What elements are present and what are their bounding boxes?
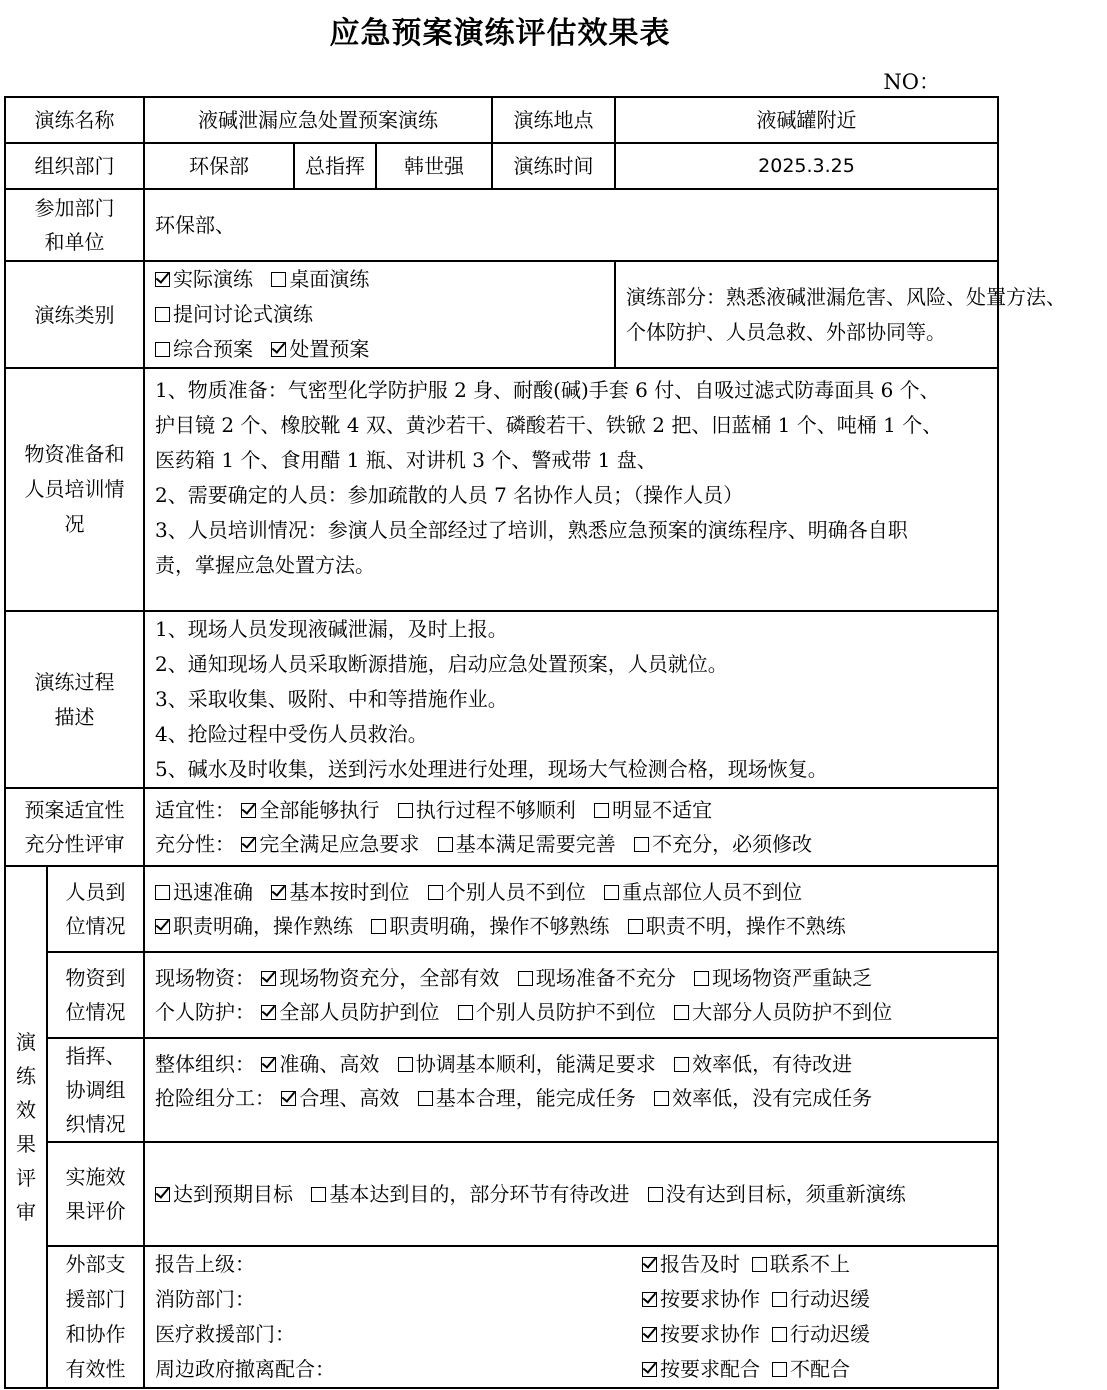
onsite-supplies-checkbox-0[interactable] [261,971,276,986]
external-1-checkbox-0[interactable] [642,1292,657,1307]
adequacy-option-2: 不充分，必须修改 [652,832,813,856]
drill-part-line1: 演练部分：熟悉液碱泄漏危害、风险、处置方法、 [626,284,1067,309]
process-content [144,611,998,788]
suitability-prefix: 适宜性： [155,798,235,822]
duty-checkbox-1[interactable] [371,919,386,934]
adequacy-option-1: 基本满足需要完善 [455,832,616,856]
implementation-option-0: 达到预期目标 [173,1181,293,1206]
protection-option-0: 全部人员防护到位 [279,1000,440,1024]
onsite-supplies-option-2: 现场物资严重缺乏 [712,966,873,990]
external-row-1 [155,1282,987,1317]
external-3-option-0: 按要求配合 [660,1357,761,1381]
adequacy-prefix: 充分性： [155,832,235,856]
drill-part-description [615,261,1067,368]
effect-label-char-5: 审 [16,1200,36,1224]
row-drill-type [5,261,998,368]
external-2-option-0: 按要求协作 [660,1322,761,1346]
effect-label-char-4: 评 [16,1166,36,1190]
drill-type-checkbox-2[interactable] [155,307,170,322]
rescue-team-checkbox-1[interactable] [418,1091,433,1106]
personnel-checkbox-3[interactable] [604,885,619,900]
suitability-option-2: 明显不适宜 [612,798,713,822]
supplies-content [144,952,998,1038]
participants-label-line1: 参加部门 [34,196,115,220]
overall-org-checkbox-2[interactable] [674,1057,689,1072]
implementation-checkbox-1[interactable] [311,1187,326,1202]
protection-option-1: 个别人员防护不到位 [475,1000,656,1024]
command-label [47,1038,144,1142]
personnel-checkbox-1[interactable] [271,885,286,900]
onsite-supplies-prefix: 现场物资： [155,966,255,990]
drill-type-option-2: 提问讨论式演练 [173,302,313,326]
participants-value: 环保部、 [144,189,998,261]
drill-time-value: 2025.3.25 [615,143,998,189]
process-label-line1: 演练过程 [34,669,115,694]
materials-line-1: 1、物质准备：气密型化学防护服 2 身、耐酸(碱)手套 6 付、自吸过滤式防毒面具 6 个、 [155,378,940,402]
row-organizer [5,143,998,189]
materials-label-line3: 况 [64,512,85,536]
external-1-option-1: 行动迟缓 [790,1287,871,1311]
evaluation-form-table [4,96,1067,1389]
suitability-label-line2: 充分性评审 [24,832,125,856]
suitability-checkbox-1[interactable] [398,803,413,818]
external-label-line2: 援部门 [65,1287,126,1311]
org-dept-label: 组织部门 [5,143,144,189]
adequacy-option-0: 完全满足应急要求 [259,832,420,856]
external-name-1: 消防部门： [155,1287,255,1311]
external-2-checkbox-0[interactable] [642,1327,657,1342]
external-label-line3: 和协作 [65,1322,126,1346]
implementation-label-line2: 果评价 [65,1199,126,1223]
command-content [144,1038,998,1142]
implementation-label [47,1142,144,1246]
external-1-checkbox-1[interactable] [772,1292,787,1307]
external-name-3: 周边政府撤离配合： [155,1357,335,1381]
process-label-line2: 描述 [54,704,95,729]
personnel-option-0: 迅速准确 [173,880,253,904]
rescue-team-checkbox-0[interactable] [281,1091,296,1106]
protection-checkbox-2[interactable] [674,1005,689,1020]
implementation-content [144,1142,998,1246]
suitability-label [5,788,144,866]
external-3-checkbox-1[interactable] [772,1362,787,1377]
personnel-option-3: 重点部位人员不到位 [622,880,803,904]
external-2-checkbox-1[interactable] [772,1327,787,1342]
onsite-supplies-option-0: 现场物资充分，全部有效 [279,966,500,990]
external-label-line1: 外部支 [65,1252,126,1276]
process-label [5,611,144,788]
row-personnel [5,866,998,952]
external-2-option-1: 行动迟缓 [790,1322,871,1346]
drill-type-option-0: 实际演练 [173,267,253,291]
personnel-option-1: 基本按时到位 [289,880,410,904]
materials-line-4: 2、需要确定的人员：参加疏散的人员 7 名协作人员；（操作人员） [155,483,744,507]
supplies-label-line2: 位情况 [65,1000,126,1024]
adequacy-checkbox-0[interactable] [241,837,256,852]
implementation-option-2: 没有达到目标，须重新演练 [665,1181,906,1206]
external-0-option-0: 报告及时 [660,1252,741,1276]
materials-label [5,368,144,611]
rescue-team-option-1: 基本合理，能完成任务 [435,1086,636,1110]
drill-type-checkbox-0[interactable] [155,272,170,287]
adequacy-checkbox-1[interactable] [438,837,453,852]
effect-label-char-3: 果 [16,1132,36,1156]
personnel-label [47,866,144,952]
process-line-2: 2、通知现场人员采取断源措施，启动应急处置预案，人员就位。 [155,652,728,676]
process-line-4: 4、抢险过程中受伤人员救治。 [155,722,428,746]
row-drill-name [5,97,998,143]
overall-org-checkbox-1[interactable] [398,1057,413,1072]
external-3-option-1: 不配合 [790,1357,851,1381]
protection-checkbox-0[interactable] [261,1005,276,1020]
duty-option-1: 职责明确，操作不够熟练 [389,914,610,938]
rescue-team-prefix: 抢险组分工： [155,1086,275,1110]
materials-content [144,368,998,611]
external-3-checkbox-0[interactable] [642,1362,657,1377]
drill-type-options [144,261,615,368]
personnel-checkbox-2[interactable] [428,885,443,900]
drill-location-label: 演练地点 [492,97,615,143]
personnel-label-line1: 人员到 [65,880,126,904]
materials-line-3: 医药箱 1 个、食用醋 1 瓶、对讲机 3 个、警戒带 1 盘、 [155,448,657,472]
materials-line-5: 3、人员培训情况：参演人员全部经过了培训，熟悉应急预案的演练程序、明确各自职 [155,518,908,542]
page-title: 应急预案演练评估效果表 [329,16,671,51]
overall-org-option-0: 准确、高效 [279,1052,380,1076]
personnel-option-2: 个别人员不到位 [445,880,586,904]
onsite-supplies-option-1: 现场准备不充分 [535,966,676,990]
external-content [144,1246,998,1388]
suitability-label-line1: 预案适宜性 [24,798,125,822]
drill-type-option-1: 桌面演练 [289,267,370,291]
duty-checkbox-0[interactable] [155,919,170,934]
adequacy-checkbox-2[interactable] [634,837,649,852]
external-name-0: 报告上级： [155,1252,255,1276]
process-line-1: 1、现场人员发现液碱泄漏，及时上报。 [155,617,508,641]
drill-type-checkbox-1[interactable] [271,272,286,287]
row-participants [5,189,998,261]
duty-option-0: 职责明确，操作熟练 [173,914,353,938]
external-name-2: 医疗救援部门： [155,1322,295,1346]
overall-org-checkbox-0[interactable] [261,1057,276,1072]
commander-label: 总指挥 [294,143,376,189]
command-label-line2: 协调组 [65,1078,126,1102]
commander-value: 韩世强 [376,143,492,189]
effect-label-char-2: 效 [16,1098,36,1122]
protection-prefix: 个人防护： [155,1000,255,1024]
external-0-checkbox-1[interactable] [752,1257,767,1272]
duty-option-2: 职责不明，操作不熟练 [645,914,846,938]
row-supplies [5,952,998,1038]
personnel-label-line2: 位情况 [65,914,126,938]
row-command [5,1038,998,1142]
row-process [5,611,998,788]
row-materials [5,368,998,611]
external-1-option-0: 按要求协作 [660,1287,761,1311]
command-label-line3: 织情况 [65,1112,126,1136]
materials-label-line1: 物资准备和 [24,442,125,466]
drill-type-checkbox-3[interactable] [155,342,170,357]
materials-label-line2: 人员培训情 [24,477,125,501]
external-row-0 [155,1247,987,1282]
org-dept-value: 环保部 [144,143,294,189]
drill-type-checkbox-4[interactable] [271,342,286,357]
drill-name-value: 液碱泄漏应急处置预案演练 [144,97,492,143]
onsite-supplies-checkbox-1[interactable] [518,971,533,986]
materials-line-2: 护目镜 2 个、橡胶靴 4 双、黄沙若干、磷酸若干、铁锨 2 把、旧蓝桶 1 个、吨桶 1 个、 [155,413,943,437]
drill-type-option-4: 处置预案 [289,337,370,361]
form-number-label: NO： [883,70,940,94]
participants-label [5,189,144,261]
row-suitability [5,788,998,866]
external-0-checkbox-0[interactable] [642,1257,657,1272]
suitability-option-1: 执行过程不够顺利 [415,798,576,822]
external-row-3 [155,1352,987,1387]
implementation-option-1: 基本达到目的，部分环节有待改进 [329,1181,630,1206]
supplies-label-line1: 物资到 [65,966,126,990]
external-row-2 [155,1317,987,1352]
drill-type-label: 演练类别 [5,261,144,368]
protection-option-2: 大部分人员防护不到位 [692,1000,893,1024]
suitability-checkbox-2[interactable] [594,803,609,818]
implementation-checkbox-2[interactable] [648,1187,663,1202]
command-label-line1: 指挥、 [65,1044,126,1068]
protection-checkbox-1[interactable] [458,1005,473,1020]
personnel-checkbox-0[interactable] [155,885,170,900]
external-label [47,1246,144,1388]
drill-location-value: 液碱罐附近 [615,97,998,143]
effect-label-char-0: 演 [16,1030,36,1054]
external-label-line4: 有效性 [65,1357,126,1381]
process-line-3: 3、采取收集、吸附、中和等措施作业。 [155,687,508,711]
drill-part-line2: 个体防护、人员急救、外部协同等。 [626,319,947,344]
onsite-supplies-checkbox-2[interactable] [694,971,709,986]
rescue-team-checkbox-2[interactable] [654,1091,669,1106]
drill-type-option-3: 综合预案 [173,337,253,361]
overall-org-option-1: 协调基本顺利，能满足要求 [415,1052,656,1076]
duty-checkbox-2[interactable] [628,919,643,934]
row-external-support [5,1246,998,1388]
participants-label-line2: 和单位 [44,230,105,254]
overall-org-prefix: 整体组织： [155,1052,255,1076]
rescue-team-option-2: 效率低，没有完成任务 [672,1086,873,1110]
suitability-checkbox-0[interactable] [241,803,256,818]
implementation-label-line1: 实施效 [65,1165,126,1189]
rescue-team-option-0: 合理、高效 [299,1086,400,1110]
suitability-content [144,788,998,866]
row-implementation [5,1142,998,1246]
overall-org-option-2: 效率低，有待改进 [692,1052,853,1076]
materials-line-6: 责，掌握应急处置方法。 [155,553,375,577]
effect-label-char-1: 练 [16,1064,36,1088]
personnel-content [144,866,998,952]
external-0-option-1: 联系不上 [770,1252,851,1276]
effect-review-label [5,866,47,1388]
suitability-option-0: 全部能够执行 [259,798,380,822]
process-line-5: 5、碱水及时收集，送到污水处理进行处理，现场大气检测合格，现场恢复。 [155,757,828,781]
implementation-checkbox-0[interactable] [155,1187,170,1202]
drill-time-label: 演练时间 [492,143,615,189]
supplies-label [47,952,144,1038]
drill-name-label: 演练名称 [5,97,144,143]
